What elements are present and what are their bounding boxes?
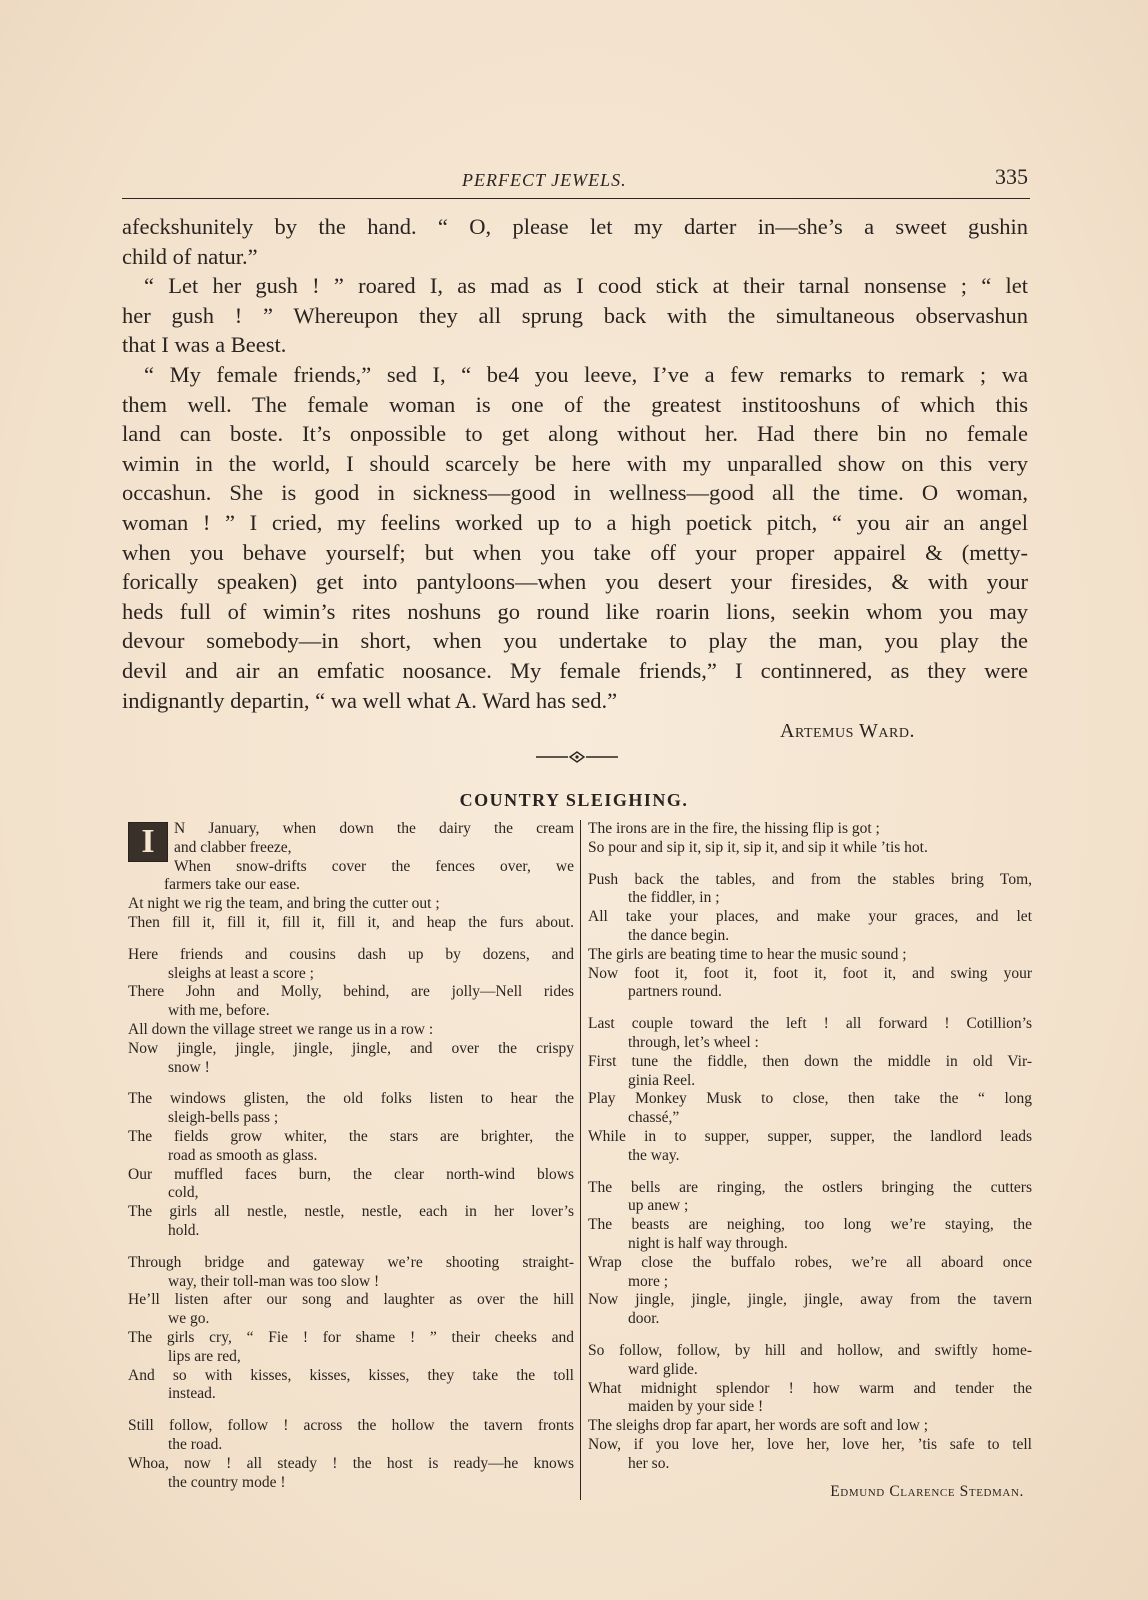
poem-line-continuation: cold, [168, 1184, 199, 1202]
poem-line-continuation: instead. [168, 1385, 216, 1403]
poem-title: COUNTRY SLEIGHING. [459, 790, 689, 810]
poem-stanza [128, 820, 574, 933]
poem-line-continuation: partners round. [628, 983, 722, 1001]
column-rule [580, 820, 581, 1500]
poem-line: The beasts are neighing, too long we’re staying, the [588, 1216, 1032, 1234]
prose-line: her gush ! ” Whereupon they all sprung back with the simultaneous observashun [122, 302, 1028, 328]
poem-line-continuation: the dance begin. [628, 926, 730, 944]
poem-line: First tune the fiddle, then down the middle in old Vir- [588, 1052, 1032, 1070]
poem-line: All down the village street we range us in a row : [128, 1020, 434, 1038]
poem-line-continuation: we go. [168, 1310, 210, 1328]
poem-line: Push back the tables, and from the stables bring Tom, [588, 870, 1032, 888]
poem-line: He’ll listen after our song and laughter as over the hill [128, 1291, 574, 1309]
poem-line-continuation: the fiddler, in ; [628, 889, 720, 907]
poem-line: The girls all nestle, nestle, nestle, each in her lover’s [128, 1203, 574, 1221]
poem-line-continuation: the road. [168, 1435, 223, 1453]
poem-line-continuation: the way. [628, 1146, 680, 1164]
poem-line: Now jingle, jingle, jingle, jingle, and over the crispy [128, 1039, 574, 1057]
poem-line: Wrap close the buffalo robes, we’re all aboard once [588, 1253, 1032, 1271]
ornament-divider-icon [536, 750, 618, 764]
prose-line: land can boste. It’s onpossible to get along without her. Had there bin no female [122, 421, 1028, 447]
poem-line: Then fill it, fill it, fill it, fill it, and heap the furs about. [128, 913, 574, 931]
poem-line: There John and Molly, behind, are jolly—Nell rides [128, 983, 574, 1001]
poem-line: N January, when down the dairy the cream [174, 820, 574, 837]
poem-stanza [128, 1254, 574, 1404]
poem-line: Now foot it, foot it, foot it, foot it, and swing your [588, 964, 1032, 982]
poem-line: And so with kisses, kisses, kisses, they take the toll [128, 1366, 574, 1384]
poem-line: The irons are in the fire, the hissing flip is got ; [588, 820, 880, 837]
poem-line-continuation: door. [628, 1310, 660, 1328]
page-number: 335 [995, 164, 1028, 189]
poem-column-right [588, 820, 1032, 1501]
poem-column-left [128, 820, 574, 1505]
poem-line: Our muffled faces burn, the clear north-wind blows [128, 1165, 574, 1183]
poem-line-continuation: snow ! [168, 1058, 210, 1076]
prose-line: that I was a Beest. [122, 332, 287, 358]
poem-line: The windows glisten, the old folks listen to hear the [128, 1090, 574, 1108]
poem-stanza [588, 1342, 1032, 1474]
poem-stanza [588, 1015, 1032, 1165]
prose-author: Artemus Ward. [780, 720, 915, 742]
prose-line: “ My female friends,” sed I, “ be4 you leeve, I’ve a few remarks to remark ; wa [144, 361, 1028, 387]
poem-line: What midnight splendor ! how warm and tender the [588, 1379, 1032, 1397]
poem-line-continuation: through, let’s wheel : [628, 1033, 759, 1051]
poem-line-continuation: road as smooth as glass. [168, 1146, 318, 1164]
poem-line: Through bridge and gateway we’re shooting straight- [128, 1253, 574, 1271]
poem-stanza [588, 820, 1032, 858]
poem-line: Play Monkey Musk to close, then take the “ long [588, 1090, 1032, 1108]
drop-cap: I [128, 822, 168, 862]
running-title: PERFECT JEWELS. [462, 170, 627, 190]
poem-line: The girls are beating time to hear the music sound ; [588, 945, 907, 963]
prose-line: forically speaken) get into pantyloons—when you desert your firesides, & with your [122, 569, 1028, 595]
poem-line-continuation: ward glide. [628, 1360, 698, 1378]
poem-line: Here friends and cousins dash up by dozens, and [128, 945, 574, 963]
prose-line: indignantly departin, “ wa well what A. Ward has sed.” [122, 687, 618, 713]
poem-stanza [128, 1417, 574, 1492]
prose-line: occashun. She is good in sickness—good in wellness—good all the time. O woman, [122, 480, 1028, 506]
poem-line: While in to supper, supper, supper, the landlord leads [588, 1127, 1032, 1145]
poem-line-continuation: way, their toll-man was too slow ! [168, 1272, 380, 1290]
poem-stanza [128, 946, 574, 1078]
poem-line: The fields grow whiter, the stars are brighter, the [128, 1127, 574, 1145]
poem-line-continuation: her so. [628, 1454, 670, 1472]
prose-line: woman ! ” I cried, my feelins worked up to a high poetick pitch, “ you air an angel [122, 509, 1028, 535]
poem-line-continuation: sleighs at least a score ; [168, 964, 314, 982]
poem-line-continuation: chassé,” [628, 1109, 680, 1127]
poem-line: and clabber freeze, [174, 838, 292, 856]
prose-passage [122, 212, 1028, 715]
poem-line: When snow-drifts cover the fences over, we [174, 857, 574, 875]
poem-line-continuation: more ; [628, 1272, 669, 1290]
poem-stanza [128, 1090, 574, 1240]
poem-author: Edmund Clarence Stedman. [830, 1482, 1024, 1500]
poem-line: Now jingle, jingle, jingle, jingle, away from the tavern [588, 1291, 1032, 1309]
poem-line: So pour and sip it, sip it, sip it, and sip it while ’tis hot. [588, 838, 928, 856]
poem-line: All take your places, and make your graces, and let [588, 908, 1032, 926]
poem-line-continuation: sleigh-bells pass ; [168, 1109, 279, 1127]
poem-line: The sleighs drop far apart, her words are soft and low ; [588, 1417, 929, 1435]
prose-line: devil and air an emfatic noosance. My female friends,” I continnered, as they were [122, 657, 1028, 683]
poem-line: farmers take our ease. [164, 876, 300, 894]
poem-line-continuation: hold. [168, 1221, 200, 1239]
prose-line: child of natur.” [122, 243, 258, 269]
poem-line: Still follow, follow ! across the hollow the tavern fronts [128, 1417, 574, 1435]
poem-line-continuation: ginia Reel. [628, 1071, 696, 1089]
poem-line-continuation: night is half way through. [628, 1234, 788, 1252]
poem-line: At night we rig the team, and bring the cutter out ; [128, 895, 440, 913]
poem-line-continuation: up anew ; [628, 1197, 689, 1215]
prose-line: “ Let her gush ! ” roared I, as mad as I cood stick at their tarnal nonsense ; “ let [144, 273, 1028, 299]
prose-line: when you behave yourself; but when you take off your proper appairel & (metty- [122, 539, 1028, 565]
running-head [122, 164, 1030, 199]
poem-line: Whoa, now ! all steady ! the host is ready—he knows [128, 1454, 574, 1472]
poem-line-continuation: lips are red, [168, 1347, 241, 1365]
poem-stanza [588, 871, 1032, 1003]
poem-line-continuation: maiden by your side ! [628, 1398, 764, 1416]
poem-line-continuation: the country mode ! [168, 1473, 286, 1491]
poem-line: Now, if you love her, love her, love her, ’tis safe to tell [588, 1435, 1032, 1453]
prose-line: devour somebody—in short, when you undertake to play the man, you play the [122, 628, 1028, 654]
prose-line: heds full of wimin’s rites noshuns go round like roarin lions, seekin whom you may [122, 598, 1028, 624]
poem-line-continuation: with me, before. [168, 1002, 270, 1020]
poem-line: The bells are ringing, the ostlers bringing the cutters [588, 1178, 1032, 1196]
poem-stanza [588, 1179, 1032, 1329]
prose-line: them well. The female woman is one of the greatest institooshuns of which this [122, 391, 1028, 417]
poem-line: Last couple toward the left ! all forward ! Cotillion’s [588, 1015, 1032, 1033]
poem-line: The girls cry, “ Fie ! for shame ! ” their cheeks and [128, 1328, 574, 1346]
poem-line: So follow, follow, by hill and hollow, and swiftly home- [588, 1341, 1032, 1359]
prose-line: afeckshunitely by the hand. “ O, please let my darter in—she’s a sweet gushin [122, 214, 1028, 239]
prose-line: wimin in the world, I should scarcely be here with my unparalled show on this very [122, 450, 1028, 476]
